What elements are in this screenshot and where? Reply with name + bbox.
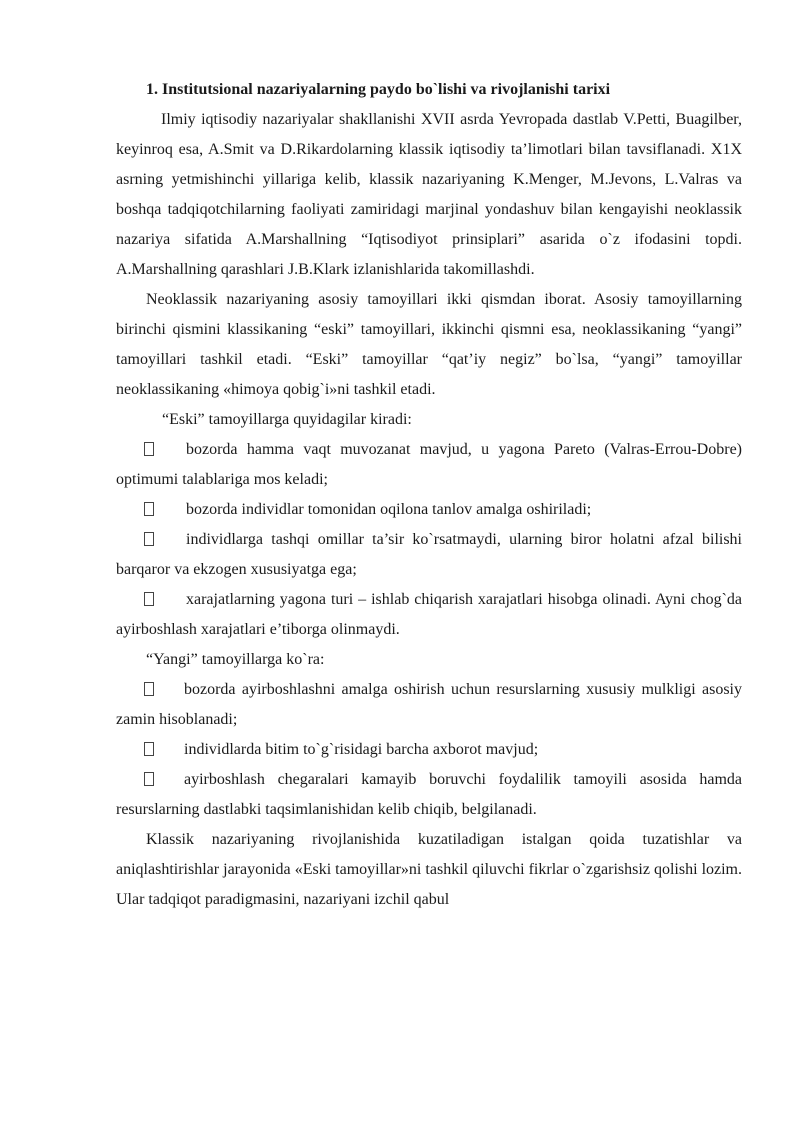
document-body [116, 75, 742, 915]
list-item-text: bozorda individlar tomonidan oqilona tanlov amalga oshiriladi; [186, 501, 592, 518]
section-heading: 1. Institutsional nazariyalarning paydo bo`lishi va rivojlanishi tarixi [146, 81, 611, 98]
list-item [116, 495, 742, 525]
list-item-text: individlarga tashqi omillar ta’sir ko`rsatmaydi, ularning biror holatni afzal bilishi barqaror va ekzogen xususiyatga ega; [116, 531, 742, 578]
paragraph-classic-rules: Klassik nazariyaning rivojlanishida kuzatiladigan istalgan qoida tuzatishlar va aniqlashtirishlar jarayonida «Eski tamoyillar»ni tashkil qiluvchi fikrlar o`zgarishsiz qolishi lozim. Ular tadqiqot paradigmasini, nazariyani izchil qabul [116, 831, 742, 908]
new-principles-list [116, 675, 742, 825]
square-bullet-icon [144, 532, 154, 546]
list-item [116, 525, 742, 585]
list-item-text: ayirboshlash chegaralari kamayib boruvchi foydalilik tamoyili asosida hamda resurslarning dastlabki taqsimlanishidan kelib chiqib, belgilanadi. [116, 771, 742, 818]
list-item-text: xarajatlarning yagona turi – ishlab chiqarish xarajatlari hisobga olinadi. Ayni chog`da ayirboshlash xarajatlari e’tiborga olinmaydi. [116, 591, 742, 638]
paragraph-old-principles-intro: “Eski” tamoyillarga quyidagilar kiradi: [162, 411, 412, 428]
list-item [116, 765, 742, 825]
list-item [116, 585, 742, 645]
square-bullet-icon [144, 442, 154, 456]
list-item-text: bozorda ayirboshlashni amalga oshirish uchun resurslarning xususiy mulkligi asosiy zamin hisoblanadi; [116, 681, 742, 728]
list-item-text: bozorda hamma vaqt muvozanat mavjud, u yagona Pareto (Valras-Errou-Dobre) optimumi talablariga mos keladi; [116, 441, 742, 488]
list-item [116, 675, 742, 735]
paragraph-new-principles-intro: “Yangi” tamoyillarga ko`ra: [146, 651, 325, 668]
list-item [116, 435, 742, 495]
list-item [116, 735, 742, 765]
old-principles-list [116, 435, 742, 645]
square-bullet-icon [144, 772, 154, 786]
paragraph-history: Ilmiy iqtisodiy nazariyalar shakllanishi XVII asrda Yevropada dastlab V.Petti, Buagilber, keyinroq esa, A.Smit va D.Rikardolarning klassik iqtisodiy ta’limotlari bilan tavsiflanadi. X1X asrning yetmishinchi yillariga kelib, klassik nazariyaning K.Menger, M.Jevons, L.Valras va boshqa tadqiqotchilarning faoliyati zamiridagi marjinal yondashuv bilan kengayishi neoklassik nazariya sifatida A.Marshallning “Iqtisodiyot prinsiplari” asarida o`z ifodasini topdi. A.Marshallning qarashlari J.B.Klark izlanishlarida takomillashdi. [116, 111, 742, 278]
square-bullet-icon [144, 742, 154, 756]
paragraph-neoclassic-principles: Neoklassik nazariyaning asosiy tamoyillari ikki qismdan iborat. Asosiy tamoyillarning birinchi qismini klassikaning “eski” tamoyillari, ikkinchi qismni esa, neoklassikaning “yangi” tamoyillari tashkil etadi. “Eski” tamoyillar “qat’iy negiz” bo`lsa, “yangi” tamoyillar neoklassikaning «himoya qobig`i»ni tashkil etadi. [116, 291, 742, 398]
square-bullet-icon [144, 502, 154, 516]
square-bullet-icon [144, 682, 154, 696]
square-bullet-icon [144, 592, 154, 606]
list-item-text: individlarda bitim to`g`risidagi barcha axborot mavjud; [184, 741, 539, 758]
